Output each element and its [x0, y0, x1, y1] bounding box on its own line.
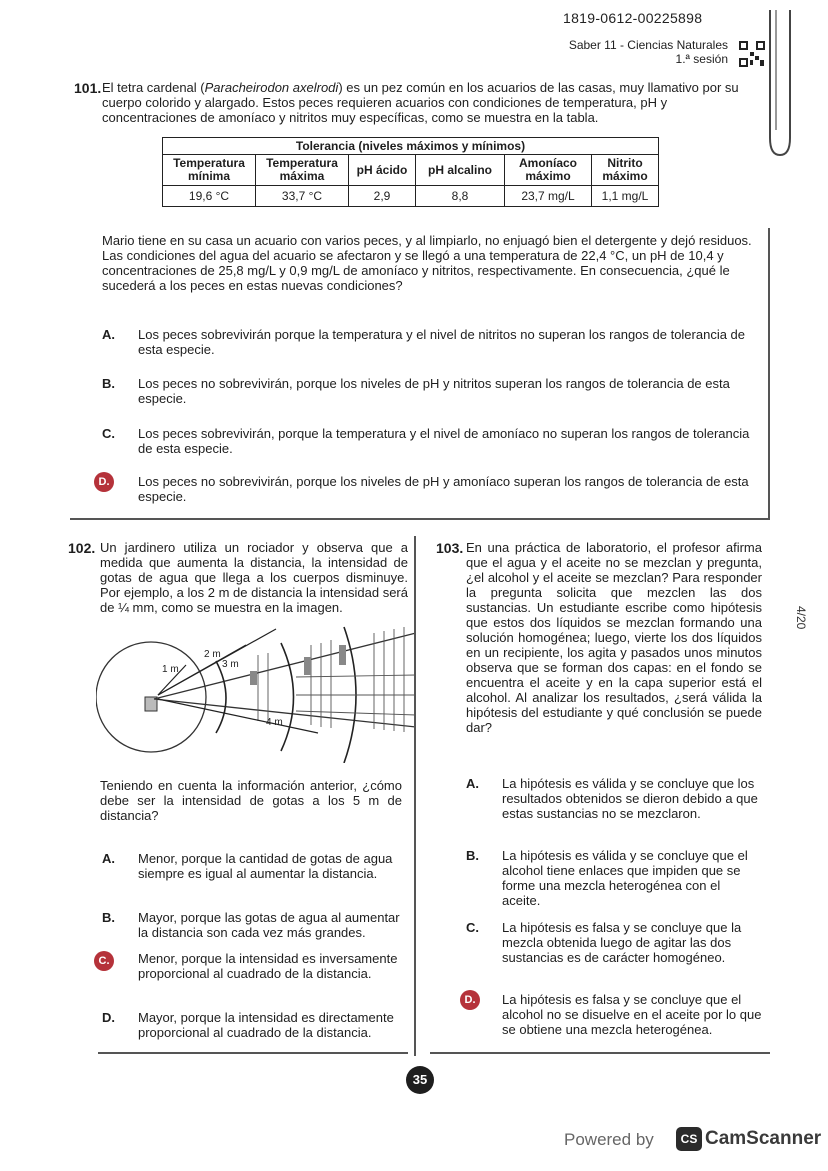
exam-title: Saber 11 - Ciencias Naturales: [568, 38, 728, 52]
option-text: La hipótesis es válida y se concluye que el alcohol tiene enlaces que impiden que se forme una mezcla heterogénea con el aceite.: [502, 848, 748, 908]
intensity-area-3: [339, 645, 346, 665]
table-header: pH ácido: [349, 155, 416, 186]
option-text: Los peces no sobrevivirán, porque los niveles de pH y amoníaco superan los rangos de tolerancia de esta especie.: [138, 474, 749, 504]
option-b[interactable]: [102, 376, 762, 406]
powered-by-label: Powered by: [564, 1130, 654, 1149]
option-text: Los peces sobrevivirán porque la temperatura y el nivel de nitritos no superan los rangos de tolerancia de esta especie.: [138, 327, 746, 357]
option-d[interactable]: [102, 1010, 402, 1040]
document-code: 1819-0612-00225898: [563, 10, 703, 26]
question-number: 103.: [436, 540, 464, 556]
option-text: Mayor, porque las gotas de agua al aumentar la distancia son cada vez más grandes.: [138, 910, 400, 940]
table-cell: 33,7 °C: [256, 186, 349, 207]
intensity-area-1: [250, 671, 257, 685]
question-103: [436, 540, 762, 735]
table-cell: 23,7 mg/L: [505, 186, 592, 207]
option-c[interactable]: [466, 920, 762, 965]
option-text: Menor, porque la intensidad es inversamente proporcional al cuadrado de la distancia.: [138, 951, 398, 981]
question-intro: Un jardinero utiliza un rociador y observa que a medida que aumenta la distancia, la intensidad de gotas de agua que llega a los cuerpos disminuye. Por ejemplo, a los 2 m de distancia la intensidad será de ¼ mm, como se muestra en la imagen.: [100, 540, 408, 615]
option-b[interactable]: [466, 848, 762, 908]
option-text: Menor, porque la cantidad de gotas de agua siempre es igual al aumentar la distancia.: [138, 851, 393, 881]
question-stem: Mario tiene en su casa un acuario con varios peces, y al limpiarlo, no enjuagó bien el detergente y dejó residuos. Las condiciones del agua del acuario se afectaron y se llegó a una temperatura de 22,4 °C, un pH de 10,4 y concentraciones de 25,8 mg/L y 0,9 mg/L de amoníaco y nitritos, respectivamente. En consecuencia, ¿qué le sucederá a los peces en estas nuevas condiciones?: [102, 233, 752, 293]
camscanner-logo-icon: CS: [676, 1127, 702, 1151]
section-divider: [70, 518, 770, 520]
option-text: Los peces no sobrevivirán, porque los niveles de pH y nitritos superan los rangos de tolerancia de esta especie.: [138, 376, 730, 406]
option-a[interactable]: [466, 776, 762, 821]
session-label: 1.ª sesión: [675, 52, 728, 66]
paper-clip-icon: [756, 10, 796, 160]
column-rule: [768, 228, 770, 520]
section-divider: [430, 1052, 770, 1054]
option-text: Los peces sobrevivirán, porque la temperatura y el nivel de amoníaco no superan los rangos de tolerancia de esta especie.: [138, 426, 750, 456]
question-101: [74, 80, 762, 125]
table-cell: 2,9: [349, 186, 416, 207]
option-a[interactable]: [102, 851, 402, 881]
option-text: Mayor, porque la intensidad es directamente proporcional al cuadrado de la distancia.: [138, 1010, 394, 1040]
option-d[interactable]: [98, 474, 762, 504]
option-letter: C.: [466, 920, 479, 935]
question-102: [68, 540, 408, 615]
exam-header: [569, 38, 728, 66]
option-text: La hipótesis es falsa y se concluye que la mezcla obtenida luego de agitar las dos sustancias es de carácter homogéneo.: [502, 920, 742, 965]
question-stem: Teniendo en cuenta la información anterior, ¿cómo debe ser la intensidad de gotas a los 5 m de distancia?: [100, 778, 402, 823]
selected-answer-marker: C.: [94, 951, 114, 971]
question-intro: En una práctica de laboratorio, el profesor afirma que el agua y el aceite no se mezclan y pregunta, ¿el alcohol y el aceite se mezclan? Para responder la pregunta solicita que mezclen las dos sustancias. Un estudiante escribe como hipótesis que estos dos líquidos se mezclan formando una solución homogénea; luego, vierte los dos líquidos en un recipiente, los agita y pasados unos minutos observa que se forman dos capas: en el fondo se encuentra el aceite y en la capa superior está el alcohol. Al analizar los resultados, ¿será válida la hipótesis del estudiante y qué conclusión se puede dar?: [466, 540, 762, 735]
option-letter: D.: [102, 1010, 115, 1025]
question-number: 102.: [68, 540, 96, 556]
option-letter: A.: [466, 776, 479, 791]
table-cell: 8,8: [416, 186, 505, 207]
option-letter: C.: [102, 426, 115, 441]
table-caption: Tolerancia (niveles máximos y mínimos): [163, 138, 659, 155]
option-letter: B.: [102, 910, 115, 925]
selected-answer-marker: D.: [460, 990, 480, 1010]
table-header: Temperatura mínima: [163, 155, 256, 186]
option-text: La hipótesis es válida y se concluye que los resultados obtenidos se dieron debido a que estas sustancias no se mezclaron.: [502, 776, 758, 821]
distance-label: 1 m: [162, 664, 179, 675]
distance-label: 4 m: [266, 717, 283, 728]
option-letter: B.: [102, 376, 115, 391]
option-b[interactable]: [102, 910, 402, 940]
distance-arc-2: [281, 643, 294, 751]
cone-upper-edge: [154, 633, 416, 699]
column-divider: [414, 536, 416, 1056]
option-text: La hipótesis es falsa y se concluye que el alcohol no se disuelve en el aceite por lo que se obtiene una mezcla heterogénea.: [502, 992, 762, 1037]
selected-answer-marker: D.: [94, 472, 114, 492]
question-intro: El tetra cardenal (Paracheirodon axelrodi) es un pez común en los acuarios de las casas, muy llamativo por su cuerpo colorido y alargado. Estos peces requieren acuarios con condiciones de temperatura, pH y concentraciones de amoníaco y nitritos muy específicas, como se muestra en la tabla.: [102, 80, 739, 125]
option-letter: A.: [102, 327, 115, 342]
table-header: Amoníaco máximo: [505, 155, 592, 186]
option-letter: B.: [466, 848, 479, 863]
question-number: 101.: [74, 80, 102, 96]
camscanner-brand: CamScanner: [705, 1128, 822, 1149]
table-cell: 1,1 mg/L: [592, 186, 659, 207]
option-letter: A.: [102, 851, 115, 866]
species-name: Paracheirodon axelrodi: [204, 80, 339, 95]
option-d[interactable]: [466, 992, 762, 1037]
cone-lower-edge: [154, 699, 416, 727]
page-number: 35: [406, 1066, 434, 1094]
tolerance-table: [162, 137, 659, 207]
table-header: Nitrito máximo: [592, 155, 659, 186]
section-divider: [98, 1052, 408, 1054]
table-cell: 19,6 °C: [163, 186, 256, 207]
distance-label: 3 m: [222, 659, 239, 670]
option-c[interactable]: [102, 426, 762, 456]
intensity-area-2: [304, 657, 311, 675]
distance-label: 2 m: [204, 649, 221, 660]
side-note: 4/20: [794, 606, 808, 630]
table-header: Temperatura máxima: [256, 155, 349, 186]
distance-arc-1: [216, 661, 226, 733]
sprinkler-diagram: [96, 615, 416, 763]
option-c[interactable]: [98, 951, 402, 981]
option-a[interactable]: [102, 327, 762, 357]
table-header: pH alcalino: [416, 155, 505, 186]
